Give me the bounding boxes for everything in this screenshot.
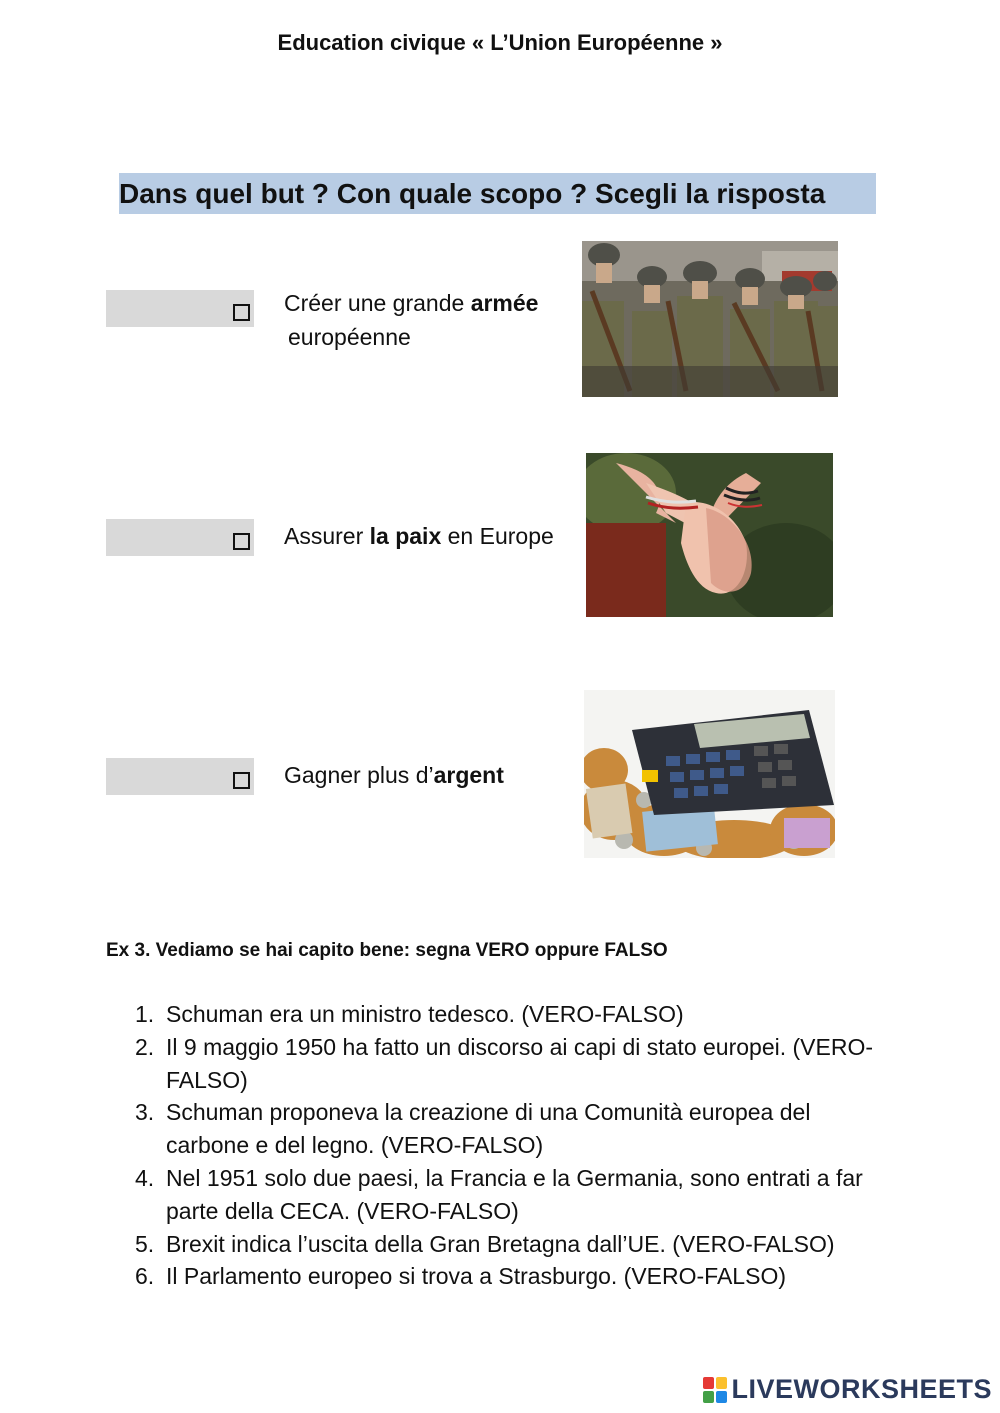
soldiers-photo-icon	[582, 241, 838, 397]
list-item: 3. Schuman proponeva la creazione di una Comunità europea del carbone e del legno. (VERO-FALSO)	[135, 1099, 811, 1159]
question-heading: Dans quel but ? Con quale scopo ? Scegli la risposta	[119, 178, 826, 209]
checkbox-3[interactable]	[233, 772, 250, 789]
list-item: 2. Il 9 maggio 1950 ha fatto un discorso ai capi di stato europei. (VERO-FALSO)	[135, 1033, 874, 1093]
brand-name: LIVEWORKSHEETS	[731, 1374, 992, 1404]
checkbox-1[interactable]	[233, 304, 250, 321]
holding-hands-photo-icon	[586, 453, 833, 617]
true-false-list	[135, 998, 895, 1293]
option-1-text: Créer une grande armée européenne	[284, 290, 539, 350]
answer-slot-1[interactable]	[106, 290, 254, 327]
calculator-money-photo-icon	[584, 690, 835, 858]
answer-slot-3[interactable]	[106, 758, 254, 795]
option-2-text: Assurer la paix en Europe	[284, 523, 554, 549]
liveworksheets-mark-icon	[703, 1377, 727, 1403]
option-3-text: Gagner plus d’argent	[284, 762, 504, 788]
list-item: 4. Nel 1951 solo due paesi, la Francia e la Germania, sono entrati a far parte della CECA. (VERO-FALSO)	[135, 1164, 863, 1224]
checkbox-2[interactable]	[233, 533, 250, 550]
exercise-title: Ex 3. Vediamo se hai capito bene: segna VERO oppure FALSO	[106, 940, 668, 961]
liveworksheets-logo	[703, 1374, 992, 1405]
answer-slot-2[interactable]	[106, 519, 254, 556]
list-item: 1. Schuman era un ministro tedesco. (VERO-FALSO)	[135, 1001, 684, 1027]
list-item: 6. Il Parlamento europeo si trova a Strasburgo. (VERO-FALSO)	[135, 1263, 786, 1290]
document-title: Education civique « L’Union Européenne »	[277, 30, 723, 55]
question-banner	[119, 173, 876, 214]
list-item: 5. Brexit indica l’uscita della Gran Bretagna dall’UE. (VERO-FALSO)	[135, 1230, 835, 1257]
